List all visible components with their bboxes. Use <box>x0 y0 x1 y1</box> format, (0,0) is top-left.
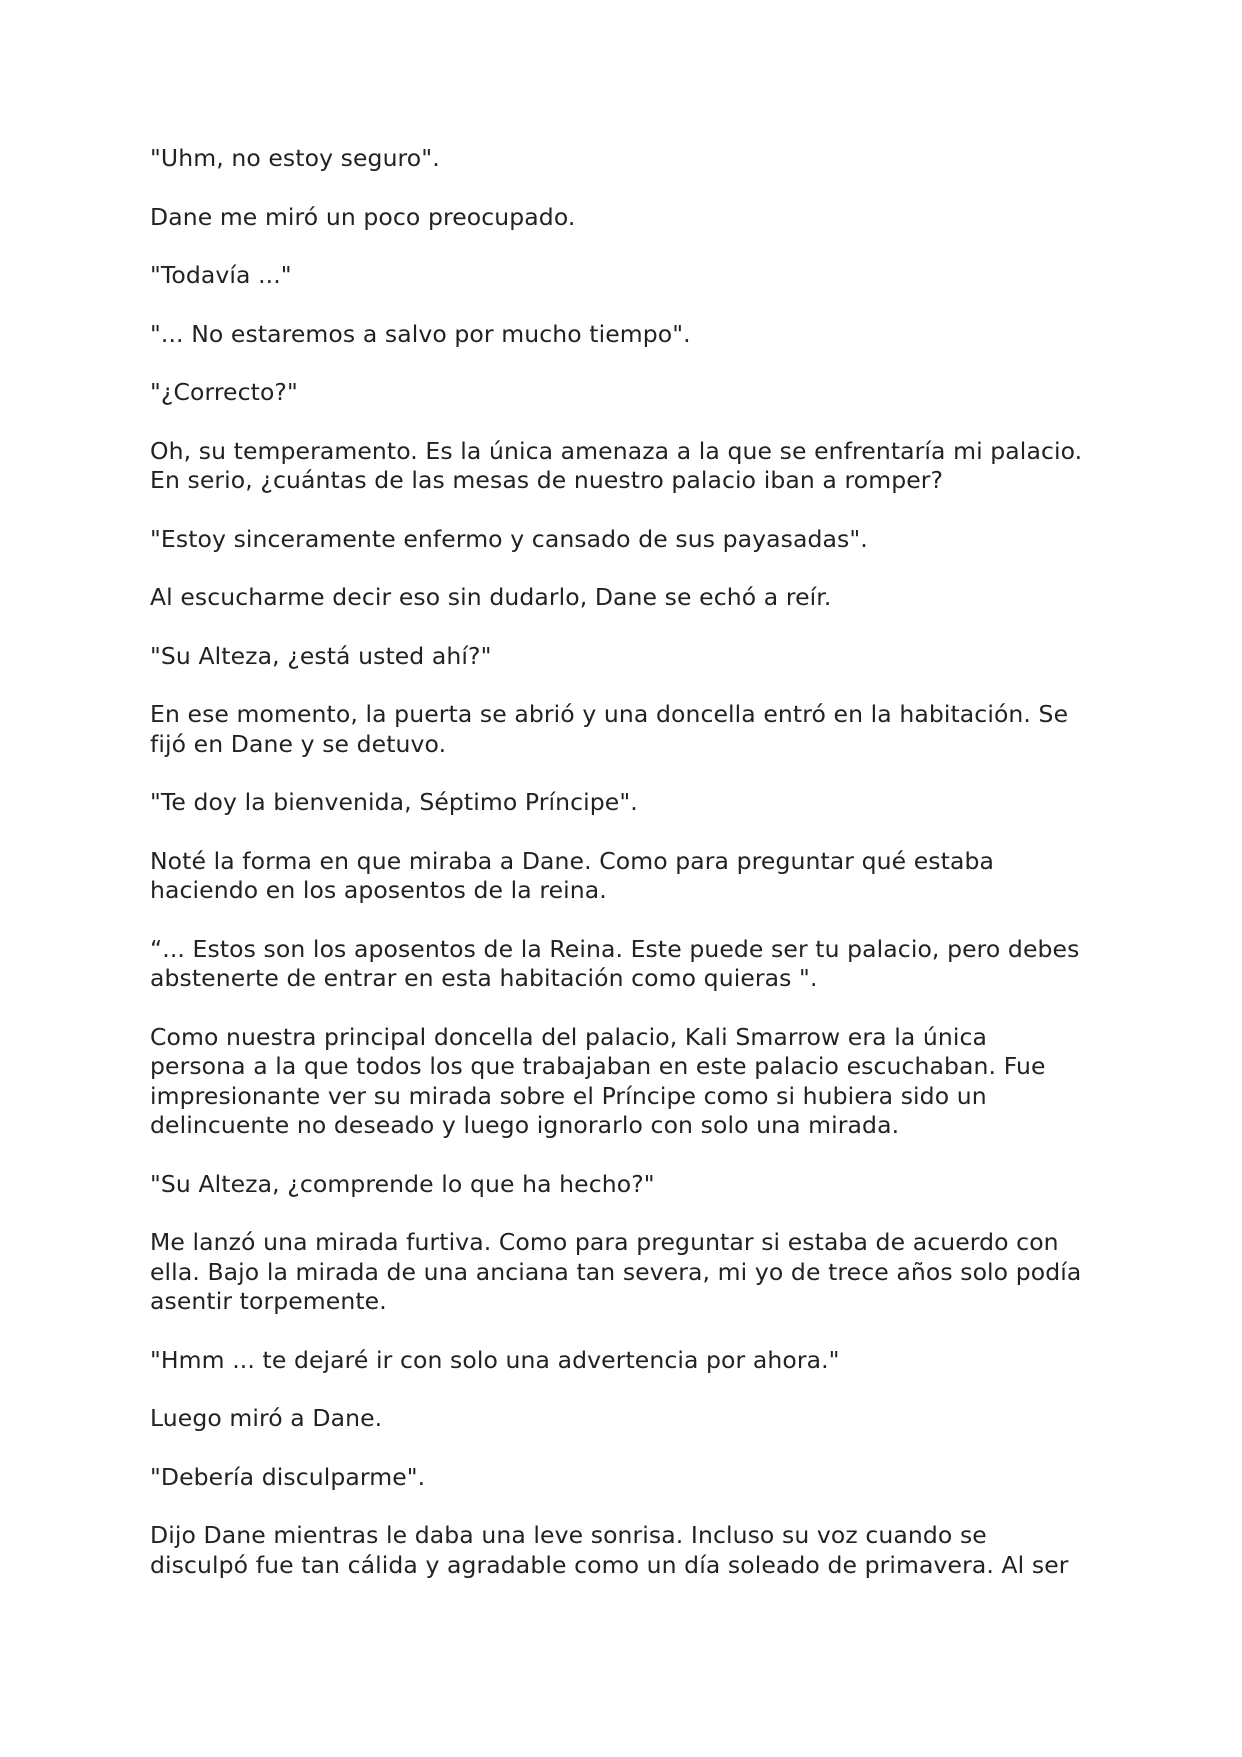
text-line: Noté la forma en que miraba a Dane. Como para preguntar qué estaba <box>150 846 994 875</box>
paragraph <box>150 1170 1100 1200</box>
paragraph <box>150 935 1100 994</box>
text-line: "Te doy la bienvenida, Séptimo Príncipe". <box>150 788 638 816</box>
text-line: persona a la que todos los que trabajaban en este palacio escuchaban. Fue <box>150 1052 1046 1080</box>
text-line: "Estoy sinceramente enfermo y cansado de sus payasadas". <box>150 524 868 553</box>
paragraph <box>150 525 1100 555</box>
paragraph <box>150 1228 1100 1317</box>
text-line: "Todavía ..." <box>150 261 292 289</box>
paragraph <box>150 1346 1100 1376</box>
text-line: delincuente no deseado y luego ignorarlo con solo una mirada. <box>150 1111 900 1139</box>
paragraph <box>150 378 1100 408</box>
text-line: En ese momento, la puerta se abrió y una doncella entró en la habitación. Se <box>150 700 1069 728</box>
paragraph <box>150 437 1100 496</box>
text-line: "Uhm, no estoy seguro". <box>150 144 440 172</box>
text-line: ella. Bajo la mirada de una anciana tan severa, mi yo de trece años solo podía <box>150 1257 1082 1286</box>
text-line: "Debería disculparme". <box>150 1462 426 1491</box>
paragraph <box>150 320 1100 350</box>
paragraph <box>150 144 1100 174</box>
paragraph <box>150 1521 1100 1580</box>
text-line: asentir torpemente. <box>150 1287 387 1315</box>
text-line: "Hmm ... te dejaré ir con solo una advertencia por ahora." <box>150 1345 840 1374</box>
text-line: disculpó fue tan cálida y agradable como un día soleado de primavera. Al ser <box>150 1550 1069 1579</box>
text-line: "Su Alteza, ¿está usted ahí?" <box>150 641 492 670</box>
paragraph <box>150 788 1100 818</box>
paragraph <box>150 1023 1100 1141</box>
paragraph <box>150 203 1100 233</box>
paragraph <box>150 642 1100 672</box>
text-line: Dane me miró un poco preocupado. <box>150 202 576 231</box>
text-line: "¿Correcto?" <box>150 378 298 406</box>
paragraph <box>150 1463 1100 1493</box>
paragraph <box>150 261 1100 291</box>
paragraph <box>150 583 1100 613</box>
text-line: Oh, su temperamento. Es la única amenaza a la que se enfrentaría mi palacio. <box>150 436 1083 465</box>
text-line: abstenerte de entrar en esta habitación como quieras ". <box>150 964 818 992</box>
text-line: impresionante ver su mirada sobre el Príncipe como si hubiera sido un <box>150 1081 987 1110</box>
text-line: En serio, ¿cuántas de las mesas de nuestro palacio iban a romper? <box>150 466 944 494</box>
paragraph <box>150 700 1100 759</box>
text-line: fijó en Dane y se detuvo. <box>150 729 447 758</box>
document-page <box>150 144 1100 1609</box>
text-line: "... No estaremos a salvo por mucho tiempo". <box>150 319 691 348</box>
text-line: Como nuestra principal doncella del palacio, Kali Smarrow era la única <box>150 1022 988 1051</box>
paragraph <box>150 847 1100 906</box>
text-line: Luego miró a Dane. <box>150 1404 383 1432</box>
text-line: "Su Alteza, ¿comprende lo que ha hecho?" <box>150 1169 655 1198</box>
text-line: Dijo Dane mientras le daba una leve sonrisa. Incluso su voz cuando se <box>150 1521 987 1549</box>
text-line: haciendo en los aposentos de la reina. <box>150 876 607 904</box>
text-line: Me lanzó una mirada furtiva. Como para preguntar si estaba de acuerdo con <box>150 1228 1059 1256</box>
text-line: “... Estos son los aposentos de la Reina. Este puede ser tu palacio, pero debes <box>150 934 1080 963</box>
text-line: Al escucharme decir eso sin dudarlo, Dane se echó a reír. <box>150 583 832 611</box>
paragraph <box>150 1404 1100 1434</box>
